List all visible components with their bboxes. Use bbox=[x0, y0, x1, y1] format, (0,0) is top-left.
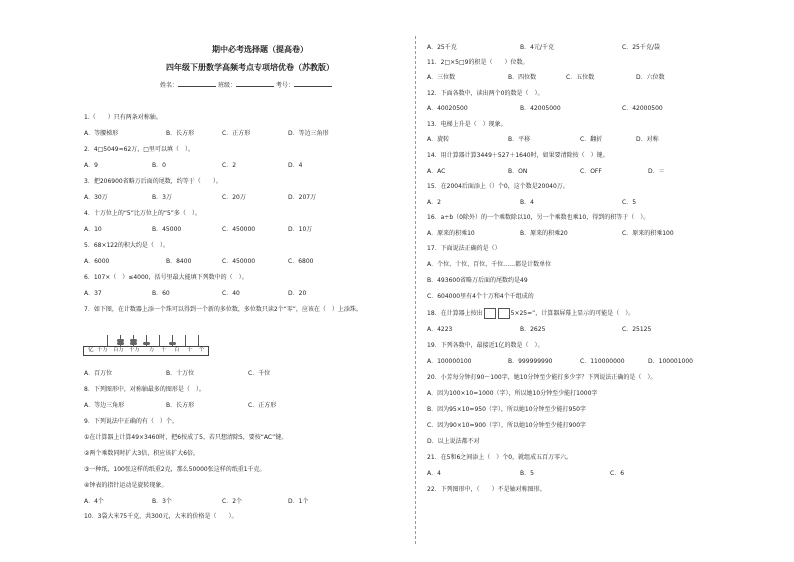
q17-option-c[interactable]: C．604000里有4个十万和4个千组成的 bbox=[427, 293, 534, 300]
q8-option-c[interactable]: C．正方形 bbox=[248, 402, 277, 409]
question-12: 12．下面各数中，读出两个0的数是（ ）。 bbox=[427, 90, 544, 97]
q19-option-b[interactable]: B．999999990 bbox=[508, 358, 553, 365]
q16-option-a[interactable]: A．原来的积乘10 bbox=[427, 230, 475, 237]
abacus-label: 千 bbox=[161, 347, 167, 353]
q13-option-d[interactable]: D．对称 bbox=[636, 136, 659, 143]
q4-option-c[interactable]: C．450000 bbox=[222, 226, 256, 233]
q15-option-c[interactable]: C．5 bbox=[622, 199, 637, 206]
question-18 bbox=[427, 308, 634, 319]
q14-option-b[interactable]: B．ON bbox=[508, 168, 528, 175]
number-field[interactable] bbox=[294, 81, 332, 87]
abacus-bead bbox=[130, 342, 137, 345]
abacus-label: 百 bbox=[174, 347, 180, 353]
q2-option-b[interactable]: B．0 bbox=[152, 162, 166, 169]
column-divider bbox=[415, 36, 416, 544]
abacus-figure bbox=[83, 335, 209, 361]
q10-option-c[interactable]: C．25千克/袋 bbox=[622, 44, 660, 51]
q19-option-a[interactable]: A．100000100 bbox=[427, 358, 472, 365]
question-20: 20．小芳每分钟打90～100字，她10分钟至少能打多少字？下列说法正确的是（ ）。 bbox=[427, 374, 657, 381]
question-1: 1.（ ）只有两条对称轴。 bbox=[84, 114, 162, 121]
q11-option-c[interactable]: C．五位数 bbox=[566, 74, 595, 81]
q9-statement-1: ①在计算器上计算49×3460时，把6按成了5，若只想清除5，要按“AC”键。 bbox=[84, 434, 288, 441]
page-title: 期中必考选择题（提高卷） bbox=[212, 45, 308, 54]
q7-option-a[interactable]: A．百万位 bbox=[84, 370, 113, 377]
question-2: 2．4□5049≈62万，□里可以填（ ）。 bbox=[84, 146, 194, 153]
q4-option-d[interactable]: D．10万 bbox=[288, 226, 313, 233]
q12-option-b[interactable]: B．42005000 bbox=[520, 105, 561, 112]
q3-option-a[interactable]: A．30万 bbox=[84, 194, 108, 201]
q16-option-b[interactable]: B．原来的积乘20 bbox=[520, 230, 568, 237]
q15-option-a[interactable]: A．2 bbox=[427, 199, 441, 206]
abacus-rod-shiwan bbox=[146, 335, 147, 347]
q5-option-c[interactable]: C．450000 bbox=[222, 258, 256, 265]
q12-option-c[interactable]: C．42000500 bbox=[622, 105, 663, 112]
q15-option-b[interactable]: B．4 bbox=[520, 199, 534, 206]
q3-option-b[interactable]: B．3万 bbox=[152, 194, 172, 201]
q12-option-a[interactable]: A．40020500 bbox=[427, 105, 468, 112]
q19-option-c[interactable]: C．110000000 bbox=[580, 358, 625, 365]
q16-option-c[interactable]: C．原来的积乘100 bbox=[622, 230, 674, 237]
name-label: 姓名： bbox=[160, 82, 179, 89]
q8-option-a[interactable]: A．等边三角形 bbox=[84, 402, 125, 409]
q2-option-a[interactable]: A．9 bbox=[84, 162, 98, 169]
q14-option-a[interactable]: A．AC bbox=[427, 168, 446, 175]
abacus-label: 千万 bbox=[97, 347, 109, 353]
q20-option-d[interactable]: D．以上说法都不对 bbox=[427, 438, 480, 445]
abacus-rod-yi bbox=[107, 335, 108, 347]
q18-option-a[interactable]: A．4223 bbox=[427, 326, 453, 333]
q5-option-a[interactable]: A．6000 bbox=[84, 258, 110, 265]
student-info-line bbox=[160, 80, 332, 89]
q2-option-d[interactable]: D．4 bbox=[288, 162, 303, 169]
q13-option-b[interactable]: B．平移 bbox=[508, 136, 531, 143]
abacus-bead bbox=[169, 342, 176, 345]
q18-text-end: 5×25=”，计算器屏幕上显示的可能是（ ）。 bbox=[510, 310, 635, 317]
question-16: 16．a÷b（0除外）的一个乘数除以10，另一个乘数也乘10，得到的积等于（ ）。 bbox=[427, 214, 650, 221]
q7-option-c[interactable]: C．千位 bbox=[248, 370, 271, 377]
q9-statement-4: ④钟表的指针运动是旋转现象。 bbox=[84, 482, 168, 489]
question-11: 11．2□×5□9的积是（ ）位数。 bbox=[427, 59, 529, 66]
q9-option-c[interactable]: C．2个 bbox=[222, 498, 243, 505]
q5-option-d[interactable]: C．6800 bbox=[288, 258, 314, 265]
question-10: 10．3袋大米75千克，共300元，大米的价格是（ ）。 bbox=[84, 513, 238, 520]
q18-option-c[interactable]: C．25125 bbox=[622, 326, 652, 333]
question-9: 9．下列说法中正确的有（ ）个。 bbox=[84, 418, 178, 425]
q11-option-a[interactable]: A．三位数 bbox=[427, 74, 456, 81]
q20-option-b[interactable]: B．因为95×10=950（字），所以她10分钟至少能打950字 bbox=[427, 406, 586, 413]
question-19: 19．下列各数中，最接近1亿的数是（ ）。 bbox=[427, 342, 544, 349]
q6-option-d[interactable]: D．20 bbox=[288, 290, 307, 297]
q9-option-a[interactable]: A．4个 bbox=[84, 498, 104, 505]
question-8: 8．下列图形中，对称轴最多的图形是（ ）。 bbox=[84, 386, 205, 393]
abacus-rod-qian bbox=[172, 335, 173, 347]
q18-option-b[interactable]: B．2625 bbox=[520, 326, 546, 333]
q1-option-c[interactable]: C．正方形 bbox=[222, 130, 251, 137]
q10-option-b[interactable]: B．4元/千克 bbox=[520, 44, 554, 51]
class-field[interactable] bbox=[236, 81, 274, 87]
q21-option-b[interactable]: B．5 bbox=[520, 470, 534, 477]
q17-option-b[interactable]: B．493600省略万后面的尾数约是49 bbox=[427, 277, 528, 284]
abacus-bead bbox=[143, 342, 150, 345]
abacus-rod-wan bbox=[159, 335, 160, 347]
q1-option-a[interactable]: A．等腰梯形 bbox=[84, 130, 119, 137]
abacus-bead bbox=[117, 342, 124, 345]
class-label: 班级： bbox=[217, 82, 236, 89]
q13-option-c[interactable]: C．翻折 bbox=[580, 136, 603, 143]
abacus-label: 个 bbox=[199, 347, 205, 353]
q7-option-b[interactable]: B．十万位 bbox=[166, 370, 195, 377]
q8-option-b[interactable]: B．长方形 bbox=[166, 402, 195, 409]
number-label: 考号： bbox=[275, 82, 294, 89]
abacus-label: 十 bbox=[187, 347, 193, 353]
q21-option-a[interactable]: A．4 bbox=[427, 470, 441, 477]
question-6: 6．107×（ ）≤4000，括号里最大能填下列数中的（ ）。 bbox=[84, 274, 248, 281]
q3-option-c[interactable]: C．20万 bbox=[222, 194, 246, 201]
q6-option-b[interactable]: B．60 bbox=[152, 290, 170, 297]
name-field[interactable] bbox=[178, 81, 216, 87]
question-14: 14．用计算器计算3449＋527＋1640时，如果要清除按（ ）键。 bbox=[427, 152, 609, 159]
q11-option-d[interactable]: D．六位数 bbox=[636, 74, 665, 81]
q5-option-b[interactable]: B．8400 bbox=[166, 258, 192, 265]
abacus-label: 亿 bbox=[88, 347, 94, 353]
q9-option-d[interactable]: D．1个 bbox=[288, 498, 309, 505]
question-17: 17．下面说法正确的是（） bbox=[427, 245, 501, 252]
question-21: 21．在5和6之间添上（ ）个0，就组成五百万零六。 bbox=[427, 454, 573, 461]
q1-option-d[interactable]: D．等边三角形 bbox=[288, 130, 329, 137]
question-7: 7．如下图，在计数器上添一个珠可以得到一个新的多位数，多位数只读2个“零”，应该在（ ）上添珠。 bbox=[84, 306, 362, 313]
calculator-key-box bbox=[484, 308, 496, 319]
q9-statement-3: ③一种纸，100张这样的纸重2克，那么50000张这样的纸重1千克。 bbox=[84, 466, 266, 473]
q19-option-d[interactable]: D．100001000 bbox=[648, 358, 693, 365]
question-22: 22．下列图形中，（ ）不是轴对称图形。 bbox=[427, 486, 546, 493]
abacus-rod-shi bbox=[198, 335, 199, 347]
q10-option-a[interactable]: A．25千克 bbox=[427, 44, 457, 51]
q20-option-a[interactable]: A．因为100×10=1000（字），所以她10分钟至少能打1000字 bbox=[427, 390, 598, 397]
q17-option-a[interactable]: A．个位、十位、百位、千位……都是计数单位 bbox=[427, 261, 552, 268]
abacus-label: 万 bbox=[149, 347, 155, 353]
q14-option-c[interactable]: C．OFF bbox=[580, 168, 602, 175]
q6-option-c[interactable]: C．40 bbox=[222, 290, 240, 297]
q21-option-c[interactable]: C．6 bbox=[610, 470, 625, 477]
q18-text-start: 18．在计算器上按出 bbox=[427, 310, 483, 317]
question-15: 15．在2004后面添上（）个0，这个数是20040万。 bbox=[427, 183, 569, 190]
q9-statement-2: ②两个乘数同时扩大3倍，积应该扩大6倍。 bbox=[84, 450, 200, 457]
q20-option-c[interactable]: C．因为90×10=900（字），所以她10分钟至少能打900字 bbox=[427, 422, 587, 429]
page-subtitle: 四年级下册数学高频考点专项培优卷（苏教版） bbox=[166, 63, 334, 72]
question-5: 5．68×122的积大约是（ ）。 bbox=[84, 242, 169, 249]
q9-option-b[interactable]: B．3个 bbox=[152, 498, 172, 505]
q2-option-c[interactable]: C．2 bbox=[222, 162, 237, 169]
q6-option-a[interactable]: A．37 bbox=[84, 290, 102, 297]
q14-option-d[interactable]: D．＝ bbox=[648, 168, 665, 175]
abacus-rod-bai bbox=[185, 335, 186, 347]
question-13: 13．电梯上升是（ ）现象。 bbox=[427, 121, 507, 128]
q4-option-a[interactable]: A．10 bbox=[84, 226, 102, 233]
q4-option-b[interactable]: B．45000 bbox=[152, 226, 182, 233]
abacus-label: 百万 bbox=[113, 347, 125, 353]
q13-option-a[interactable]: A．旋转 bbox=[427, 136, 450, 143]
q11-option-b[interactable]: B．四位数 bbox=[508, 74, 537, 81]
q1-option-b[interactable]: B．长方形 bbox=[166, 130, 195, 137]
calculator-key-box bbox=[498, 308, 510, 319]
abacus-label: 十万 bbox=[129, 347, 141, 353]
question-3: 3．把206900省略万后面的尾数，约等于（ ）。 bbox=[84, 178, 222, 185]
q3-option-d[interactable]: D．207万 bbox=[288, 194, 317, 201]
question-4: 4．十万位上的“5”比万位上的“5”多（ ）。 bbox=[84, 210, 201, 217]
